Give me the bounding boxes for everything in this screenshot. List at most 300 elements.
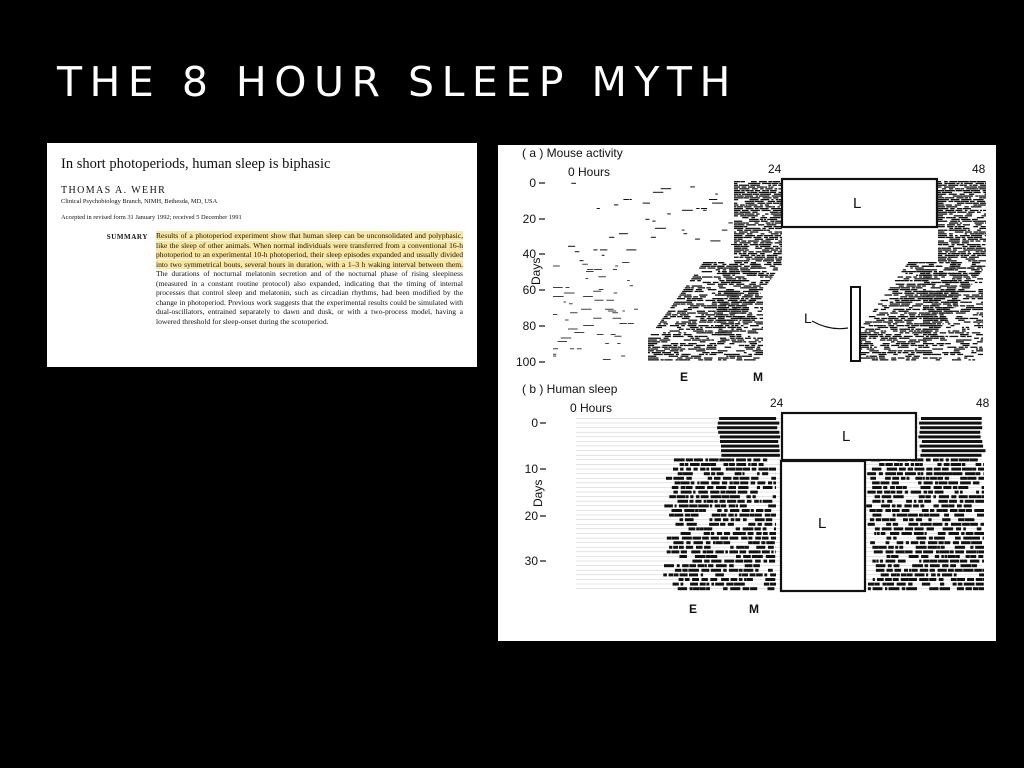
raster-segment [912, 332, 922, 333]
raster-segment [738, 486, 748, 489]
raster-segment [756, 260, 762, 261]
raster-segment [663, 332, 666, 333]
raster-segment [748, 330, 757, 331]
raster-segment [923, 278, 929, 279]
raster-segment [963, 569, 973, 572]
raster-segment [893, 354, 897, 355]
raster-segment [938, 253, 947, 254]
raster-segment [775, 222, 782, 223]
raster-segment [966, 509, 972, 512]
raster-segment [906, 573, 912, 576]
raster-segment [761, 541, 765, 544]
raster-segment [923, 352, 933, 353]
raster-segment [888, 350, 896, 351]
raster-segment [718, 298, 724, 299]
raster-segment [929, 323, 931, 324]
raster-segment [747, 500, 752, 503]
raster-segment [753, 564, 760, 567]
paper-excerpt [47, 143, 477, 367]
raster-segment [758, 203, 766, 204]
raster-segment [932, 285, 935, 286]
raster-segment [939, 303, 942, 304]
raster-segment [945, 251, 948, 252]
raster-segment [768, 186, 770, 187]
raster-segment [754, 514, 762, 517]
raster-segment [661, 341, 667, 342]
raster-segment [674, 573, 679, 576]
raster-segment [960, 185, 964, 186]
raster-segment [938, 192, 941, 193]
raster-segment [962, 240, 969, 241]
raster-segment [962, 327, 964, 328]
raster-segment [736, 546, 744, 549]
raster-segment [938, 210, 943, 211]
raster-segment [718, 266, 724, 267]
raster-segment [951, 463, 961, 466]
raster-segment [923, 321, 930, 322]
raster-segment [960, 194, 965, 195]
raster-segment [754, 289, 763, 290]
raster-segment [710, 463, 716, 466]
raster-segment [969, 495, 977, 498]
raster-segment [906, 321, 911, 322]
raster-segment [915, 468, 925, 471]
raster-segment [954, 201, 960, 202]
raster-segment [886, 541, 890, 544]
raster-segment [619, 233, 628, 234]
raster-segment [766, 222, 771, 223]
raster-segment [664, 338, 669, 339]
raster-segment [890, 287, 901, 288]
raster-segment [887, 583, 894, 586]
raster-segment [698, 312, 708, 313]
raster-segment [977, 212, 981, 213]
raster-segment [768, 181, 772, 182]
raster-segment [973, 468, 977, 471]
raster-segment [689, 564, 696, 567]
raster-segment [723, 541, 730, 544]
raster-segment [923, 550, 933, 553]
raster-segment [756, 352, 764, 353]
raster-segment [918, 435, 980, 438]
raster-segment [684, 332, 687, 333]
raster-segment [681, 325, 685, 326]
raster-segment [978, 468, 984, 471]
raster-segment [951, 578, 957, 581]
raster-segment [735, 262, 742, 263]
raster-segment [961, 253, 966, 254]
raster-segment [938, 532, 946, 535]
raster-segment [693, 276, 702, 277]
raster-segment [916, 316, 920, 317]
raster-segment [961, 199, 971, 200]
raster-segment [964, 186, 969, 187]
raster-segment [939, 271, 943, 272]
raster-segment [728, 305, 735, 306]
raster-segment [945, 477, 949, 480]
raster-segment [945, 284, 950, 285]
raster-segment [600, 249, 608, 250]
raster-segment [725, 323, 735, 324]
raster-segment [923, 320, 932, 321]
raster-segment [762, 327, 763, 328]
raster-segment [938, 204, 944, 205]
raster-segment [734, 233, 745, 234]
raster-segment [956, 210, 963, 211]
raster-segment [926, 573, 928, 576]
raster-segment [923, 341, 927, 342]
raster-segment [912, 564, 923, 567]
raster-segment [966, 327, 969, 328]
raster-segment [984, 249, 986, 250]
raster-segment [679, 578, 684, 581]
raster-segment [973, 226, 978, 227]
raster-segment [680, 314, 689, 315]
raster-segment [942, 275, 947, 276]
raster-segment [677, 495, 686, 498]
raster-segment [942, 518, 950, 521]
raster-segment [663, 318, 671, 319]
raster-segment [763, 458, 767, 461]
raster-segment [764, 235, 774, 236]
panel-b-x-start-label: 0 Hours [570, 401, 613, 415]
raster-segment [968, 260, 971, 261]
raster-segment [942, 352, 948, 353]
raster-segment [727, 500, 736, 503]
raster-segment [744, 266, 750, 267]
raster-segment [714, 262, 717, 263]
raster-segment [929, 300, 938, 301]
raster-segment [940, 587, 950, 590]
raster-segment [760, 217, 767, 218]
raster-segment [964, 255, 969, 256]
raster-segment [939, 495, 949, 498]
raster-segment [903, 352, 909, 353]
raster-segment [955, 546, 965, 549]
raster-segment [936, 291, 943, 292]
raster-segment [742, 356, 752, 357]
raster-segment [982, 316, 983, 317]
raster-segment [923, 262, 926, 263]
raster-segment [740, 267, 748, 268]
raster-segment [956, 197, 963, 198]
raster-segment [934, 302, 938, 303]
raster-segment [953, 303, 956, 304]
raster-segment [745, 195, 753, 196]
raster-segment [877, 578, 884, 581]
raster-segment [746, 203, 755, 204]
raster-segment [693, 296, 698, 297]
raster-segment [669, 546, 672, 549]
raster-segment [721, 578, 729, 581]
raster-segment [977, 201, 985, 202]
raster-segment [907, 323, 914, 324]
raster-segment [909, 314, 915, 315]
raster-segment [900, 332, 904, 333]
raster-segment [756, 195, 758, 196]
raster-segment [730, 314, 735, 315]
raster-segment [978, 291, 983, 292]
raster-segment [964, 206, 968, 207]
raster-segment [914, 296, 922, 297]
raster-segment [755, 228, 761, 229]
raster-segment [680, 573, 688, 576]
raster-segment [726, 356, 728, 357]
raster-segment [756, 348, 761, 349]
raster-segment [766, 239, 774, 240]
raster-segment [934, 276, 937, 277]
raster-segment [887, 314, 889, 315]
raster-segment [678, 472, 683, 475]
raster-segment [711, 472, 715, 475]
raster-segment [956, 255, 959, 256]
raster-segment [933, 495, 936, 498]
raster-segment [718, 321, 721, 322]
raster-segment [904, 350, 914, 351]
raster-segment [723, 273, 732, 274]
raster-segment [753, 230, 764, 231]
raster-segment [713, 282, 719, 283]
raster-segment [976, 550, 978, 553]
raster-segment [682, 537, 692, 540]
raster-segment [979, 188, 986, 189]
raster-segment [681, 356, 689, 357]
raster-segment [958, 294, 961, 295]
raster-segment [740, 269, 750, 270]
raster-segment [686, 546, 693, 549]
raster-segment [727, 294, 737, 295]
raster-segment [749, 199, 758, 200]
raster-segment [711, 555, 718, 558]
raster-segment [878, 354, 886, 355]
raster-segment [704, 357, 713, 358]
raster-segment [751, 318, 758, 319]
raster-segment [745, 298, 748, 299]
raster-segment [921, 486, 931, 489]
raster-segment [894, 463, 899, 466]
raster-segment [708, 320, 714, 321]
raster-segment [755, 239, 764, 240]
raster-segment [956, 312, 966, 313]
raster-segment [949, 188, 953, 189]
raster-segment [768, 504, 776, 507]
raster-segment [691, 329, 695, 330]
raster-segment [959, 318, 968, 319]
raster-segment [714, 477, 721, 480]
raster-segment [734, 293, 745, 294]
raster-segment [915, 294, 918, 295]
raster-segment [977, 181, 986, 182]
raster-segment [724, 309, 728, 310]
raster-segment [734, 583, 745, 586]
raster-segment [738, 280, 748, 281]
raster-segment [927, 334, 937, 335]
raster-segment [737, 230, 743, 231]
raster-segment [982, 495, 985, 498]
raster-segment [742, 217, 748, 218]
raster-segment [747, 578, 753, 581]
raster-segment [951, 293, 955, 294]
raster-segment [660, 321, 667, 322]
raster-segment [938, 258, 946, 259]
raster-segment [760, 293, 761, 294]
raster-segment [748, 523, 755, 526]
raster-segment [923, 514, 929, 517]
raster-segment [574, 332, 584, 333]
raster-segment [972, 262, 980, 263]
raster-segment [695, 500, 701, 503]
raster-segment [723, 276, 732, 277]
raster-segment [955, 555, 959, 558]
raster-segment [719, 458, 725, 461]
raster-segment [727, 320, 732, 321]
raster-segment [974, 537, 981, 540]
raster-segment [672, 509, 683, 512]
raster-segment [746, 258, 750, 259]
raster-segment [943, 249, 952, 250]
raster-segment [692, 307, 698, 308]
raster-segment [981, 269, 983, 270]
raster-segment [700, 468, 705, 471]
raster-segment [713, 541, 715, 544]
raster-segment [963, 248, 966, 249]
raster-segment [956, 341, 964, 342]
raster-segment [742, 472, 744, 475]
raster-segment [940, 320, 948, 321]
raster-segment [885, 587, 887, 590]
raster-segment [681, 293, 686, 294]
raster-segment [739, 578, 743, 581]
raster-segment [935, 336, 945, 337]
raster-segment [884, 347, 889, 348]
raster-segment [935, 481, 939, 484]
raster-segment [975, 307, 983, 308]
raster-segment [976, 188, 978, 189]
raster-segment [907, 477, 910, 480]
raster-segment [704, 532, 710, 535]
raster-segment [891, 357, 896, 358]
raster-segment [755, 257, 766, 258]
raster-segment [966, 332, 969, 333]
raster-segment [648, 359, 659, 360]
raster-segment [938, 213, 947, 214]
raster-segment [905, 266, 908, 267]
raster-segment [938, 237, 945, 238]
raster-segment [956, 527, 961, 530]
raster-segment [719, 417, 776, 420]
raster-segment [673, 541, 683, 544]
raster-segment [728, 514, 733, 517]
raster-segment [755, 518, 765, 521]
raster-segment [693, 491, 695, 494]
raster-segment [766, 555, 775, 558]
raster-segment [881, 330, 884, 331]
raster-segment [762, 228, 765, 229]
raster-segment [902, 271, 908, 272]
raster-segment [734, 206, 736, 207]
raster-segment [982, 569, 984, 572]
raster-segment [776, 199, 778, 200]
raster-segment [746, 222, 749, 223]
raster-segment [756, 302, 763, 303]
raster-segment [961, 219, 970, 220]
raster-segment [960, 305, 965, 306]
raster-segment [955, 491, 959, 494]
raster-segment [746, 224, 756, 225]
raster-segment [983, 190, 986, 191]
raster-segment [934, 504, 939, 507]
raster-segment [730, 537, 739, 540]
raster-segment [934, 320, 938, 321]
raster-segment [890, 302, 894, 303]
raster-segment [971, 275, 978, 276]
raster-segment [734, 195, 737, 196]
raster-segment [960, 235, 970, 236]
raster-segment [965, 210, 968, 211]
raster-segment [643, 203, 650, 204]
raster-segment [703, 282, 711, 283]
raster-segment [593, 249, 597, 250]
raster-segment [866, 504, 872, 507]
raster-segment [701, 463, 710, 466]
raster-segment [926, 477, 930, 480]
raster-segment [982, 255, 987, 256]
raster-segment [947, 312, 954, 313]
raster-segment [933, 332, 937, 333]
raster-segment [924, 523, 932, 526]
paper-summary [61, 231, 463, 326]
raster-segment [955, 231, 964, 232]
raster-segment [947, 226, 953, 227]
raster-segment [965, 203, 972, 204]
raster-segment [707, 321, 713, 322]
raster-segment [774, 226, 783, 227]
raster-segment [758, 523, 762, 526]
raster-segment [773, 495, 776, 498]
raster-segment [902, 587, 906, 590]
raster-segment [675, 504, 677, 507]
raster-segment [773, 215, 782, 216]
raster-segment [939, 312, 944, 313]
raster-segment [876, 509, 882, 512]
raster-segment [951, 325, 955, 326]
raster-segment [718, 285, 723, 286]
raster-segment [664, 348, 670, 349]
raster-segment [944, 291, 955, 292]
raster-segment [920, 316, 923, 317]
raster-segment [950, 352, 961, 353]
raster-segment [651, 341, 660, 342]
raster-segment [763, 280, 770, 281]
raster-segment [678, 296, 681, 297]
panel-b-y-tick: 10 [524, 462, 538, 476]
raster-segment [745, 235, 755, 236]
raster-segment [948, 555, 956, 558]
raster-segment [909, 273, 913, 274]
raster-segment [757, 486, 760, 489]
raster-segment [582, 264, 588, 265]
raster-segment [911, 541, 919, 544]
raster-segment [711, 325, 714, 326]
panel-b-label: ( b ) Human sleep [522, 382, 618, 396]
raster-segment [878, 303, 883, 304]
raster-segment [775, 228, 782, 229]
raster-segment [919, 495, 925, 498]
raster-segment [751, 262, 756, 263]
raster-segment [897, 472, 903, 475]
panel-a-pointer-arrow [812, 321, 848, 329]
raster-segment [957, 244, 964, 245]
